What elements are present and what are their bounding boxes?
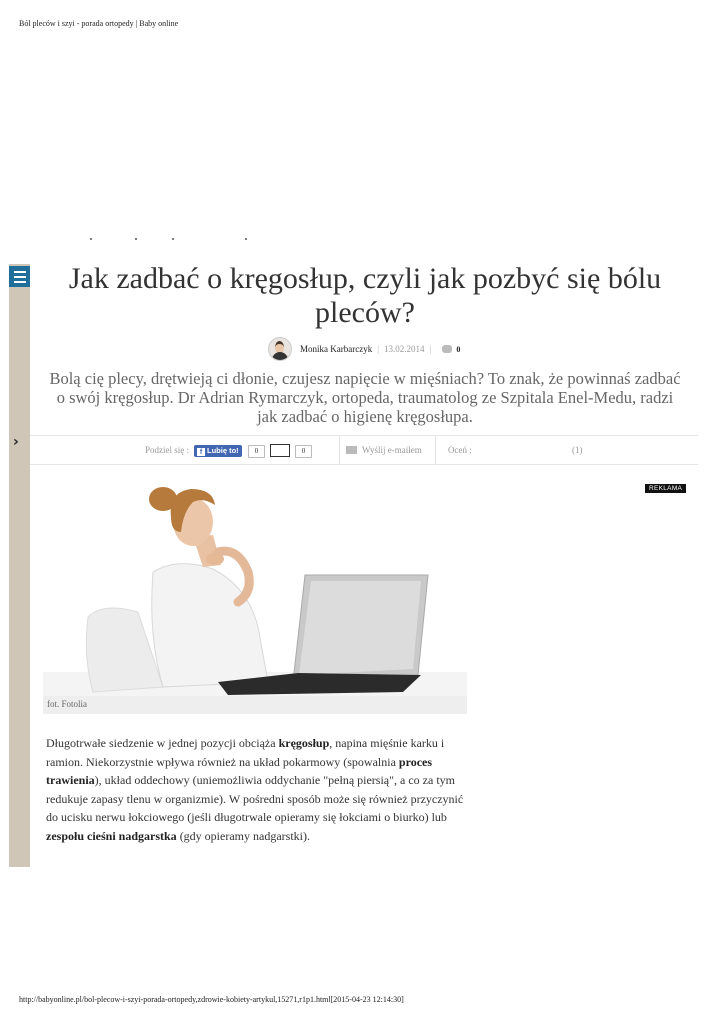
envelope-icon[interactable] [346,446,357,454]
decorative-dots [90,238,260,244]
link-kregoslup[interactable]: kręgosłup [278,736,330,750]
divider [435,436,436,464]
page-url: http://babyonline.pl/bol-plecow-i-szyi-porada-ortopedy,zdrowie-kobiety-artykul,15271,r1p1.html[2015-04-23 12:14:30] [19,995,404,1004]
author-avatar[interactable] [268,337,292,361]
facebook-icon: f [197,448,205,456]
article-lead: Bolą cię plecy, drętwieją ci dłonie, czujesz napięcie w mięśniach? To znak, że powinnaś zadbać o swój kręgosłup. Dr Adrian Rymarczyk, ortopeda, traumatolog ze Szpitala Enel-Medu, radzi jak zadbać o higienę kręgosłupa. [49,369,681,426]
ad-label: REKLAMA [645,484,686,493]
rate-label: Oceń : [448,445,472,455]
photo-caption: fot. Fotolia [47,699,87,709]
article-body: Długotrwałe siedzenie w jednej pozycji obciąża kręgosłup, napina mięśnie karku i ramion. Niekorzystnie wpływa również na układ pokarmowy (spowalnia proces trawienia), układ oddechowy (uniemożliwia oddychanie "pełną piersią", a co za tym redukuje zapasy tlenu w organizmie). W pośredni sposób może się również przyczynić do ucisku nerwu łokciowego (jeśli długotrwale opieramy się łokciami o biurko) lub zespołu cieśni nadgarstka (gdy opieramy nadgarstki). [46,736,464,843]
send-email-link[interactable]: Wyślij e-mailem [362,445,422,455]
chevron-right-icon[interactable]: › [13,434,19,450]
article-photo [43,477,467,697]
article-title: Jak zadbać o kręgosłup, czyli jak pozbyć się bólu pleców? [68,262,662,329]
woman-at-laptop-illustration [43,477,467,697]
link-zespol-ciesni-nadgarstka[interactable]: zespołu cieśni nadgarstka [46,828,177,843]
side-rail [9,264,30,867]
browser-page-title: Ból pleców i szyi - porada ortopedy | Baby online [19,19,179,28]
share-bar [30,435,698,465]
share-widget-button[interactable] [270,444,290,457]
photo-caption-bar [43,696,467,714]
rating-count: (1) [572,445,583,455]
facebook-like-button[interactable]: f Lubię to! [194,445,242,457]
share-widget-count: 0 [295,445,312,458]
meta-divider: | [377,344,380,354]
meta-divider: | [429,344,432,354]
facebook-like-count: 0 [248,445,265,458]
hamburger-menu-icon[interactable] [9,266,30,287]
link-proces-trawienia[interactable]: proces trawienia [46,754,433,788]
share-label: Podziel się : [145,445,189,455]
comment-icon[interactable] [442,345,452,353]
article-meta [268,337,460,361]
comments-count[interactable]: 0 [456,344,461,354]
author-name[interactable]: Monika Karbarczyk [300,344,373,354]
publish-date: 13.02.2014 [384,344,425,354]
divider [339,436,340,464]
